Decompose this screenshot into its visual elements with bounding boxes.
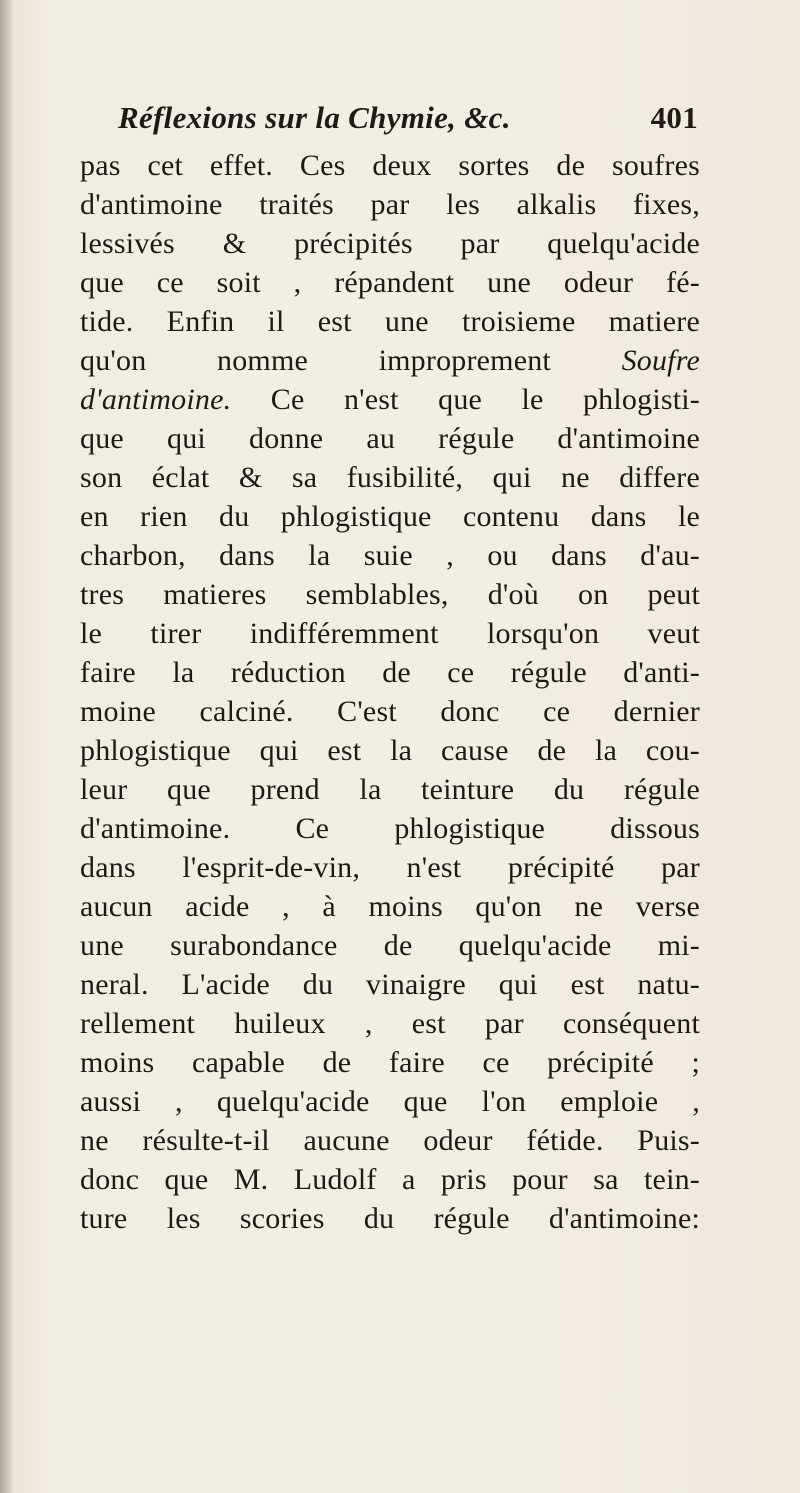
text-line <box>80 497 700 536</box>
text-run: lessivés & précipités par quelqu'acide <box>80 227 700 260</box>
text-run: le tirer indifféremment lorsqu'on veut <box>80 617 700 650</box>
text-run: Ce n'est que le phlogisti- <box>231 383 700 416</box>
text-run: faire la réduction de ce régule d'anti- <box>80 656 700 689</box>
text-line <box>80 1082 700 1121</box>
text-line <box>80 341 700 380</box>
text-run: son éclat & sa fusibilité, qui ne differe <box>80 461 700 494</box>
text-line <box>80 224 700 263</box>
text-run: en rien du phlogistique contenu dans le <box>80 500 700 533</box>
text-run: phlogistique qui est la cause de la cou- <box>80 734 700 767</box>
text-run: que qui donne au régule d'antimoine <box>80 422 700 455</box>
text-run: pas cet effet. Ces deux sortes de soufres <box>80 149 700 182</box>
text-run: moins capable de faire ce précipité ; <box>80 1046 700 1079</box>
text-run: tres matieres semblables, d'où on peut <box>80 578 700 611</box>
text-line <box>80 887 700 926</box>
text-line <box>80 575 700 614</box>
text-run: rellement huileux , est par conséquent <box>80 1007 700 1040</box>
text-run: leur que prend la teinture du régule <box>80 773 700 806</box>
text-run: neral. L'acide du vinaigre qui est natu- <box>80 968 700 1001</box>
text-line <box>80 614 700 653</box>
text-line <box>80 809 700 848</box>
text-line <box>80 1199 700 1238</box>
text-line <box>80 536 700 575</box>
text-line <box>80 965 700 1004</box>
italic-text: d'antimoine. <box>80 383 232 416</box>
text-line <box>80 1004 700 1043</box>
text-line <box>80 1121 700 1160</box>
text-line <box>80 653 700 692</box>
text-line <box>80 731 700 770</box>
text-run: dans l'esprit-de-vin, n'est précipité par <box>80 851 700 884</box>
text-run: aucun acide , à moins qu'on ne verse <box>80 890 700 923</box>
text-line <box>80 458 700 497</box>
text-run: charbon, dans la suie , ou dans d'au- <box>80 539 700 572</box>
text-run: ne résulte-t-il aucune odeur fétide. Puis- <box>80 1124 700 1157</box>
text-run: d'antimoine. Ce phlogistique dissous <box>80 812 700 845</box>
text-line <box>80 302 700 341</box>
text-line <box>80 419 700 458</box>
text-line <box>80 146 700 185</box>
text-run: aussi , quelqu'acide que l'on emploie , <box>80 1085 700 1118</box>
text-line <box>80 692 700 731</box>
text-run: que ce soit , répandent une odeur fé- <box>80 266 700 299</box>
page-number: 401 <box>650 100 698 135</box>
italic-text: Soufre <box>621 344 700 377</box>
text-run: donc que M. Ludolf a pris pour sa tein- <box>80 1163 700 1196</box>
running-head-title: Réflexions sur la Chymie, &c. <box>118 100 511 135</box>
body-text <box>80 146 700 1238</box>
text-line <box>80 770 700 809</box>
text-run: d'antimoine traités par les alkalis fixes, <box>80 188 700 221</box>
text-line <box>80 926 700 965</box>
gutter-shadow <box>0 0 14 1493</box>
text-run: ture les scories du régule d'antimoine: <box>80 1202 700 1235</box>
text-line <box>80 848 700 887</box>
text-run: moine calciné. C'est donc ce dernier <box>80 695 700 728</box>
text-line <box>80 1160 700 1199</box>
text-line <box>80 185 700 224</box>
text-line <box>80 1043 700 1082</box>
running-head <box>118 100 698 140</box>
text-line <box>80 263 700 302</box>
text-run: tide. Enfin il est une troisieme matiere <box>80 305 700 338</box>
text-run: qu'on nomme improprement <box>80 344 622 377</box>
text-line <box>80 380 700 419</box>
text-run: une surabondance de quelqu'acide mi- <box>80 929 700 962</box>
